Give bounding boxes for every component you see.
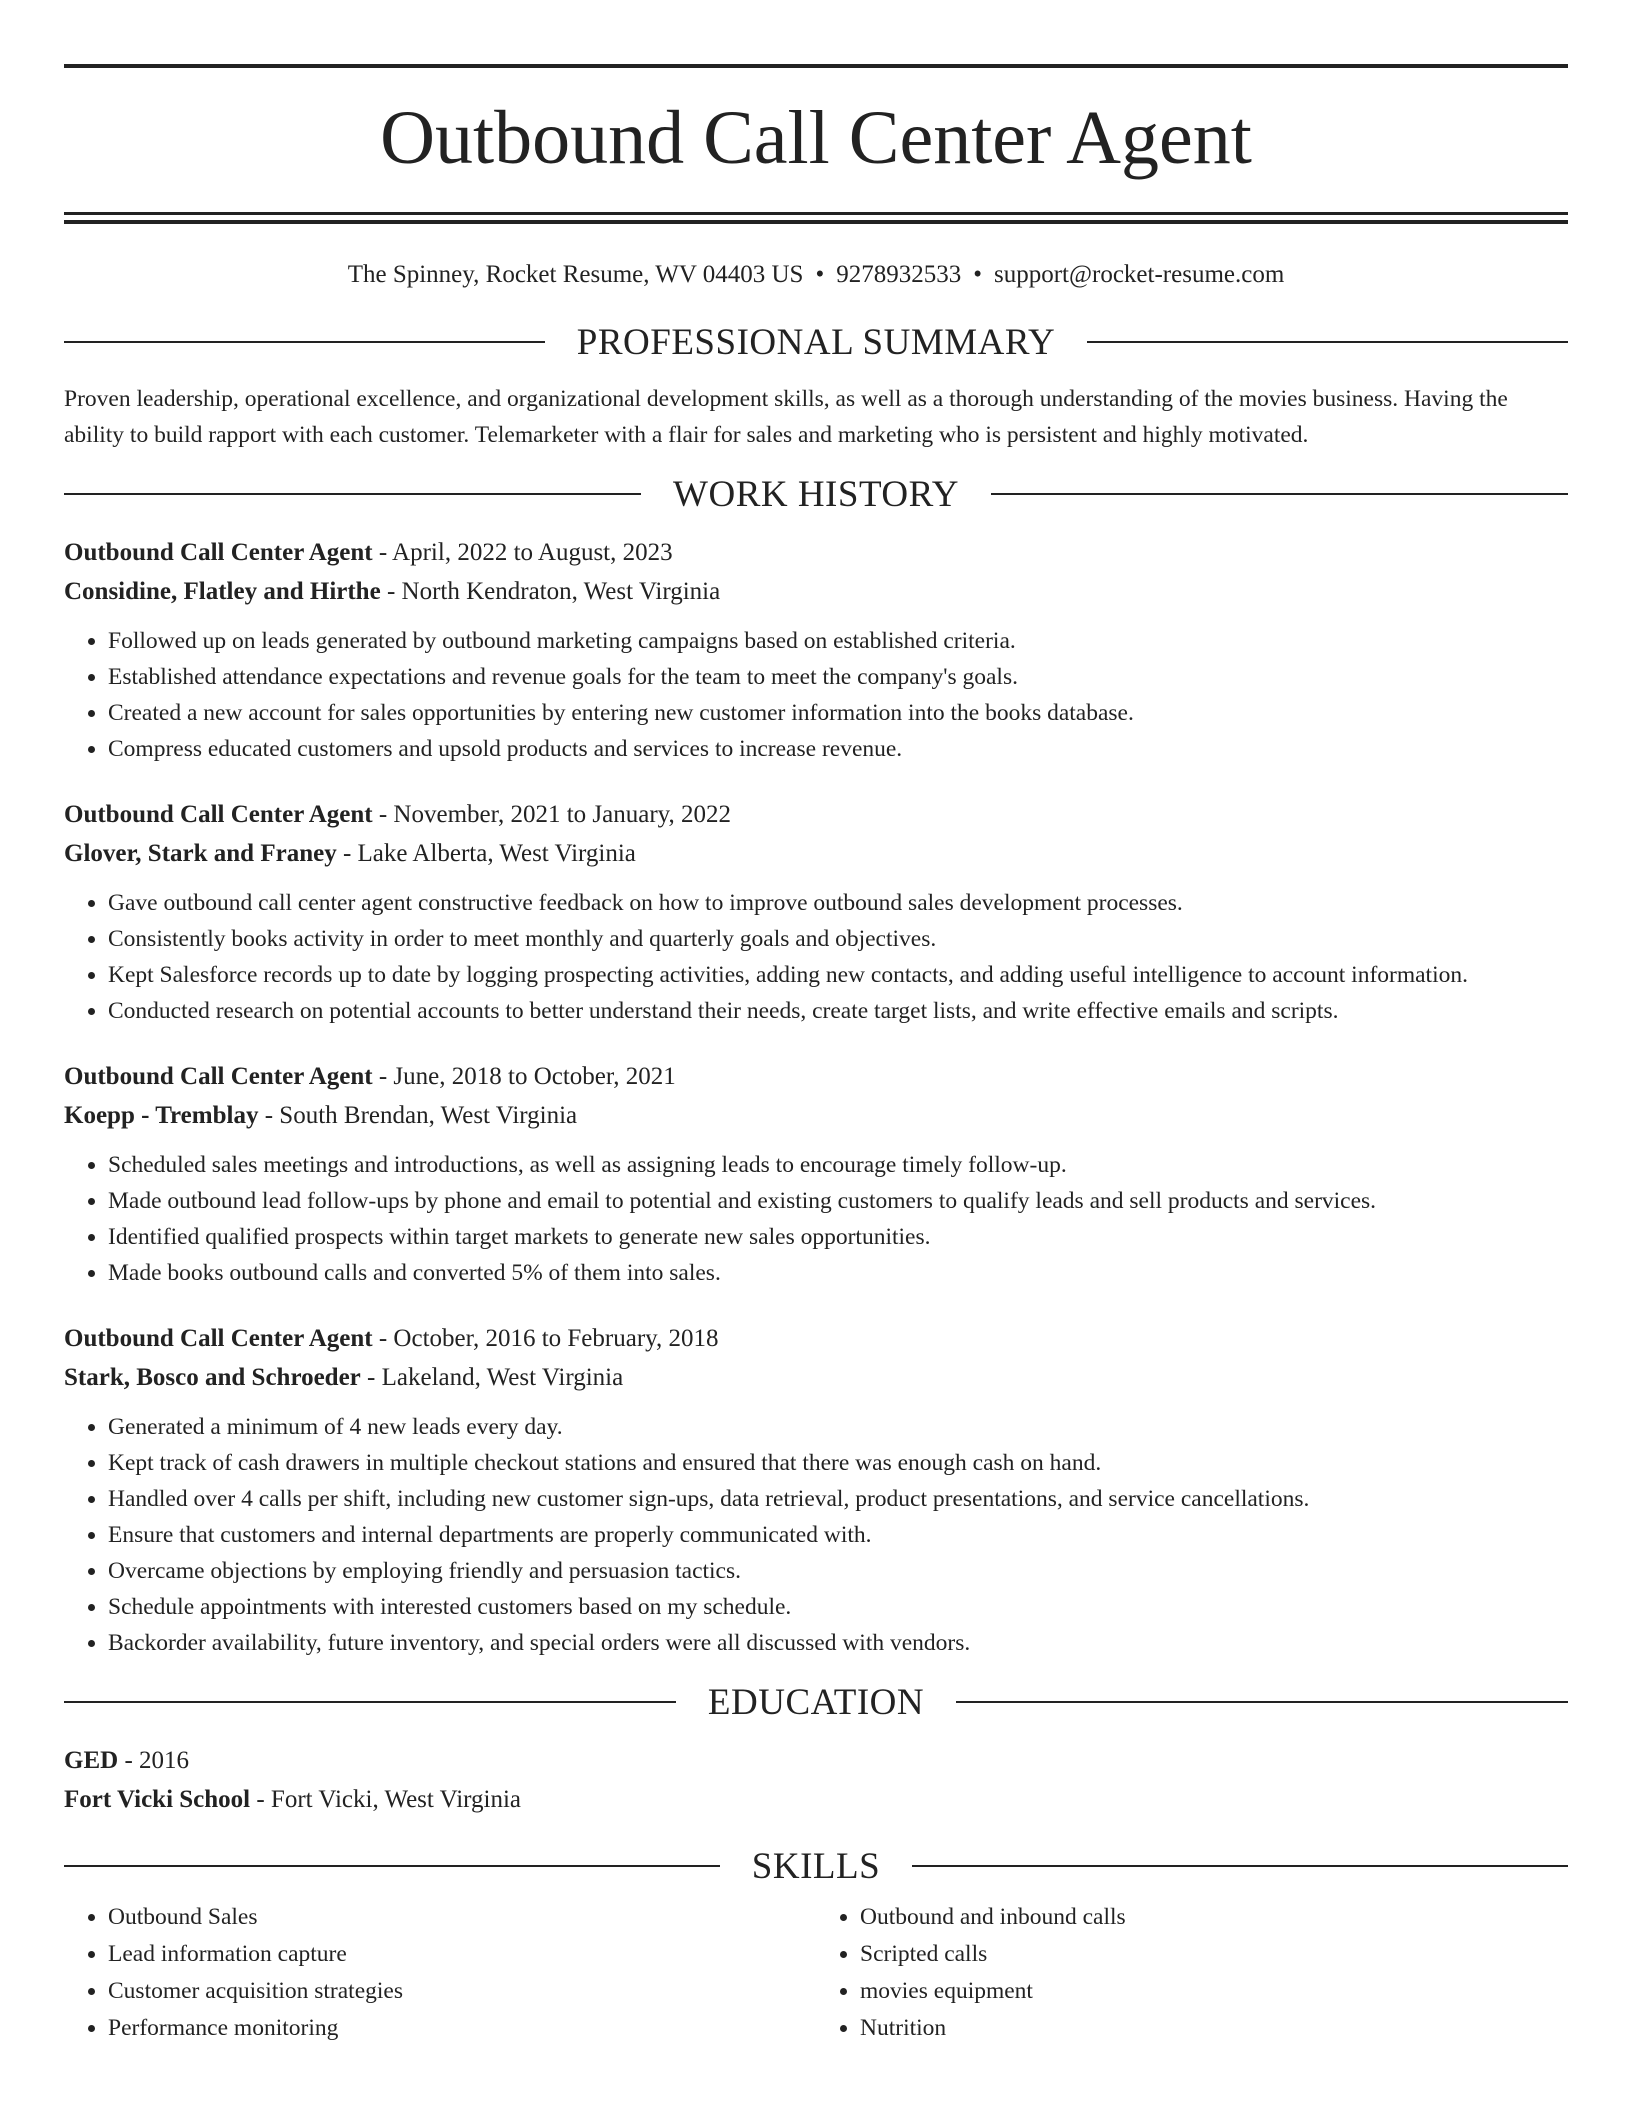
work-history-heading-text: WORK HISTORY — [673, 473, 959, 515]
job-entry — [64, 1319, 1568, 1661]
skill-item: • Performance monitoring — [108, 2010, 816, 2047]
job-bullet: • Kept track of cash drawers in multiple checkout stations and ensured that there was enough cash on hand. — [108, 1445, 1568, 1481]
job-company-line — [64, 834, 1568, 873]
job-bullet: • Created a new account for sales opportunities by entering new customer information into the books database. — [108, 695, 1568, 731]
education-degree: GED — [64, 1747, 119, 1774]
job-dates: - October, 2016 to February, 2018 — [372, 1325, 719, 1352]
skills-heading — [64, 1847, 1568, 1885]
skill-item: • Nutrition — [860, 2010, 1568, 2047]
job-entry — [64, 1057, 1568, 1291]
job-bullet: • Schedule appointments with interested customers based on my schedule. — [108, 1589, 1568, 1625]
job-bullets — [64, 1147, 1568, 1291]
contact-separator: • — [815, 261, 825, 288]
job-bullets — [64, 1409, 1568, 1661]
job-company-line — [64, 1096, 1568, 1135]
candidate-name: Outbound Call Center Agent — [380, 96, 1252, 180]
job-location: - South Brendan, West Virginia — [258, 1102, 578, 1129]
job-bullet: • Gave outbound call center agent constructive feedback on how to improve outbound sales development processes. — [108, 885, 1568, 921]
job-company-line — [64, 572, 1568, 611]
skill-item: • Lead information capture — [108, 1936, 816, 1973]
job-bullet: • Identified qualified prospects within target markets to generate new sales opportunities. — [108, 1219, 1568, 1255]
job-location: - Lake Alberta, West Virginia — [336, 840, 636, 867]
job-dates: - April, 2022 to August, 2023 — [372, 539, 673, 566]
job-company: Glover, Stark and Franey — [64, 840, 337, 867]
education-year: - 2016 — [118, 1747, 190, 1774]
skill-item: • Customer acquisition strategies — [108, 1973, 816, 2010]
skills-heading-text: SKILLS — [751, 1845, 881, 1887]
job-bullet: • Compress educated customers and upsold products and services to increase revenue. — [108, 731, 1568, 767]
job-company-line — [64, 1358, 1568, 1397]
summary-heading — [64, 323, 1568, 361]
job-bullets — [64, 885, 1568, 1029]
job-bullet: • Overcame objections by employing friendly and persuasion tactics. — [108, 1553, 1568, 1589]
job-title-line — [64, 533, 1568, 572]
summary-text: Proven leadership, operational excellence, and organizational development skills, as well as a thorough understanding of the movies business. Having the ability to build rapport with each customer. Telemarketer with a flair for sales and marketing who is persistent and highly motivated. — [64, 386, 1508, 448]
job-bullet: • Scheduled sales meetings and introductions, as well as assigning leads to encourage timely follow-up. — [108, 1147, 1568, 1183]
skill-item: • movies equipment — [860, 1973, 1568, 2010]
job-title: Outbound Call Center Agent — [64, 539, 373, 566]
education-entry — [64, 1741, 1568, 1819]
job-title: Outbound Call Center Agent — [64, 1325, 373, 1352]
job-bullet: • Ensure that customers and internal departments are properly communicated with. — [108, 1517, 1568, 1553]
job-bullet: • Established attendance expectations and revenue goals for the team to meet the company's goals. — [108, 659, 1568, 695]
work-history-heading — [64, 475, 1568, 513]
contact-line — [64, 262, 1568, 287]
job-location: - North Kendraton, West Virginia — [380, 578, 721, 605]
job-title-line — [64, 1319, 1568, 1358]
job-bullet: • Generated a minimum of 4 new leads every day. — [108, 1409, 1568, 1445]
job-bullet: • Backorder availability, future inventory, and special orders were all discussed with vendors. — [108, 1625, 1568, 1661]
job-company: Stark, Bosco and Schroeder — [64, 1364, 361, 1391]
job-title-line — [64, 795, 1568, 834]
job-bullet: • Made books outbound calls and converted 5% of them into sales. — [108, 1255, 1568, 1291]
job-bullet: • Conducted research on potential accounts to better understand their needs, create target lists, and write effective emails and scripts. — [108, 993, 1568, 1029]
education-heading-text: EDUCATION — [707, 1681, 925, 1723]
education-heading — [64, 1683, 1568, 1721]
job-company: Koepp - Tremblay — [64, 1102, 259, 1129]
job-bullet: • Followed up on leads generated by outbound marketing campaigns based on established criteria. — [108, 623, 1568, 659]
job-bullet: • Kept Salesforce records up to date by logging prospecting activities, adding new contacts, and adding useful intelligence to account information. — [108, 957, 1568, 993]
job-dates: - June, 2018 to October, 2021 — [372, 1063, 676, 1090]
skill-item: • Scripted calls — [860, 1936, 1568, 1973]
job-bullet: • Made outbound lead follow-ups by phone and email to potential and existing customers to qualify leads and sell products and services. — [108, 1183, 1568, 1219]
job-company: Considine, Flatley and Hirthe — [64, 578, 381, 605]
job-bullet: • Handled over 4 calls per shift, including new customer sign-ups, data retrieval, product presentations, and service cancellations. — [108, 1481, 1568, 1517]
contact-phone[interactable]: 9278932533 — [836, 261, 962, 288]
skill-item: • Outbound and inbound calls — [860, 1899, 1568, 1936]
skill-item: • Outbound Sales — [108, 1899, 816, 1936]
job-entry — [64, 533, 1568, 767]
skills-list-left — [64, 1899, 816, 2047]
job-title-line — [64, 1057, 1568, 1096]
education-location: - Fort Vicki, West Virginia — [250, 1786, 522, 1813]
job-bullet: • Consistently books activity in order to meet monthly and quarterly goals and objectives. — [108, 921, 1568, 957]
skills-list-right — [816, 1899, 1568, 2047]
contact-address: The Spinney, Rocket Resume, WV 04403 US — [347, 261, 804, 288]
job-dates: - November, 2021 to January, 2022 — [372, 801, 732, 828]
education-school: Fort Vicki School — [64, 1786, 251, 1813]
contact-email[interactable]: support@rocket-resume.com — [993, 261, 1285, 288]
job-title: Outbound Call Center Agent — [64, 1063, 373, 1090]
job-entry — [64, 795, 1568, 1029]
header-double-rule — [64, 212, 1568, 224]
skills-columns — [64, 1899, 1568, 2047]
job-bullets — [64, 623, 1568, 767]
contact-separator: • — [973, 261, 982, 288]
work-history-list — [64, 533, 1568, 1661]
job-title: Outbound Call Center Agent — [64, 801, 373, 828]
job-location: - Lakeland, West Virginia — [360, 1364, 624, 1391]
summary-heading-text: PROFESSIONAL SUMMARY — [576, 321, 1056, 363]
